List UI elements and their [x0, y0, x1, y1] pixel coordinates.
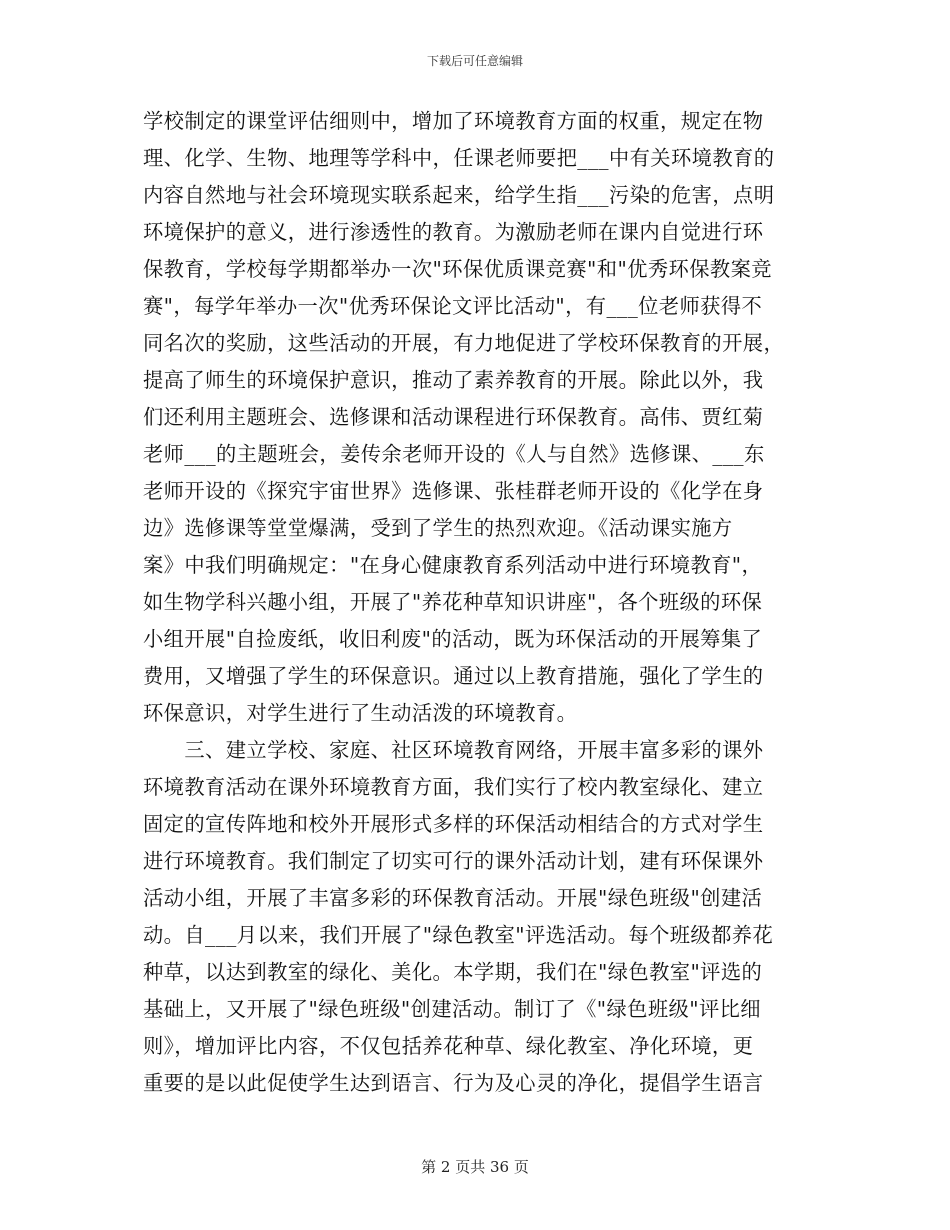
text-line: 边》选修课等堂堂爆满，受到了学生的热烈欢迎。《活动课实施方: [143, 516, 733, 540]
text-line: 重要的是以此促使学生达到语言、行为及心灵的净化，提倡学生语言: [143, 1071, 764, 1095]
text-line: 环境保护的意义，进行渗透性的教育。为激励老师在课内自觉进行环: [143, 220, 764, 244]
text-line: 内容自然地与社会环境现实联系起来，给学生指___污染的危害，点明: [143, 183, 775, 207]
text-line: 老师开设的《探究宇宙世界》选修课、张桂群老师开设的《化学在身: [143, 479, 764, 503]
text-line: 活动小组，开展了丰富多彩的环保教育活动。开展"绿色班级"创建活: [143, 886, 763, 910]
page-number: 第 2 页共 36 页: [421, 1158, 529, 1176]
text-line: 保教育，学校每学期都举办一次"环保优质课竞赛"和"优秀环保教案竞: [143, 257, 772, 281]
text-line: 费用，又增强了学生的环保意识。通过以上教育措施，强化了学生的: [143, 664, 764, 688]
text-line: 案》中我们明确规定："在身心健康教育系列活动中进行环境教育"，: [143, 553, 763, 577]
text-line: 基础上，又开展了"绿色班级"创建活动。制订了《"绿色班级"评比细: [143, 997, 761, 1021]
text-line: 如生物学科兴趣小组，开展了"养花种草知识讲座"，各个班级的环保: [143, 590, 763, 614]
text-line: 则》，增加评比内容，不仅包括养花种草、绿化教室、净化环境，更: [143, 1034, 754, 1058]
text-line: 提高了师生的环境保护意识，推动了素养教育的开展。除此以外，我: [143, 368, 764, 392]
document-body: [143, 103, 803, 1102]
text-line: 学校制定的课堂评估细则中，增加了环境教育方面的权重，规定在物: [143, 109, 764, 133]
text-line: 环保意识，对学生进行了生动活泼的环境教育。: [143, 701, 578, 725]
text-line: 固定的宣传阵地和校外开展形式多样的环保活动相结合的方式对学生: [143, 812, 764, 836]
text-line: 种草，以达到教室的绿化、美化。本学期，我们在"绿色教室"评选的: [143, 960, 763, 984]
text-line: 动。自___月以来，我们开展了"绿色教室"评选活动。每个班级都养花: [143, 923, 774, 947]
text-line: 小组开展"自捡废纸，收旧利废"的活动，既为环保活动的开展筹集了: [143, 627, 763, 651]
text-line: 环境教育活动在课外环境教育方面，我们实行了校内教室绿化、建立: [143, 775, 764, 799]
text-line: 赛"，每学年举办一次"优秀环保论文评比活动"，有___位老师获得不: [143, 294, 763, 318]
text-line: 理、化学、生物、地理等学科中，任课老师要把___中有关环境教育的: [143, 146, 775, 170]
text-line: 三、建立学校、家庭、社区环境教育网络，开展丰富多彩的课外: [143, 738, 764, 762]
text-line: 同名次的奖励，这些活动的开展，有力地促进了学校环保教育的开展，: [143, 331, 785, 355]
page-header: 下载后可任意编辑: [426, 54, 523, 68]
text-line: 进行环境教育。我们制定了切实可行的课外活动计划，建有环保课外: [143, 849, 764, 873]
text-line: 们还利用主题班会、选修课和活动课程进行环保教育。高伟、贾红菊: [143, 405, 764, 429]
text-line: 老师___的主题班会，姜传余老师开设的《人与自然》选修课、___东: [143, 442, 765, 466]
